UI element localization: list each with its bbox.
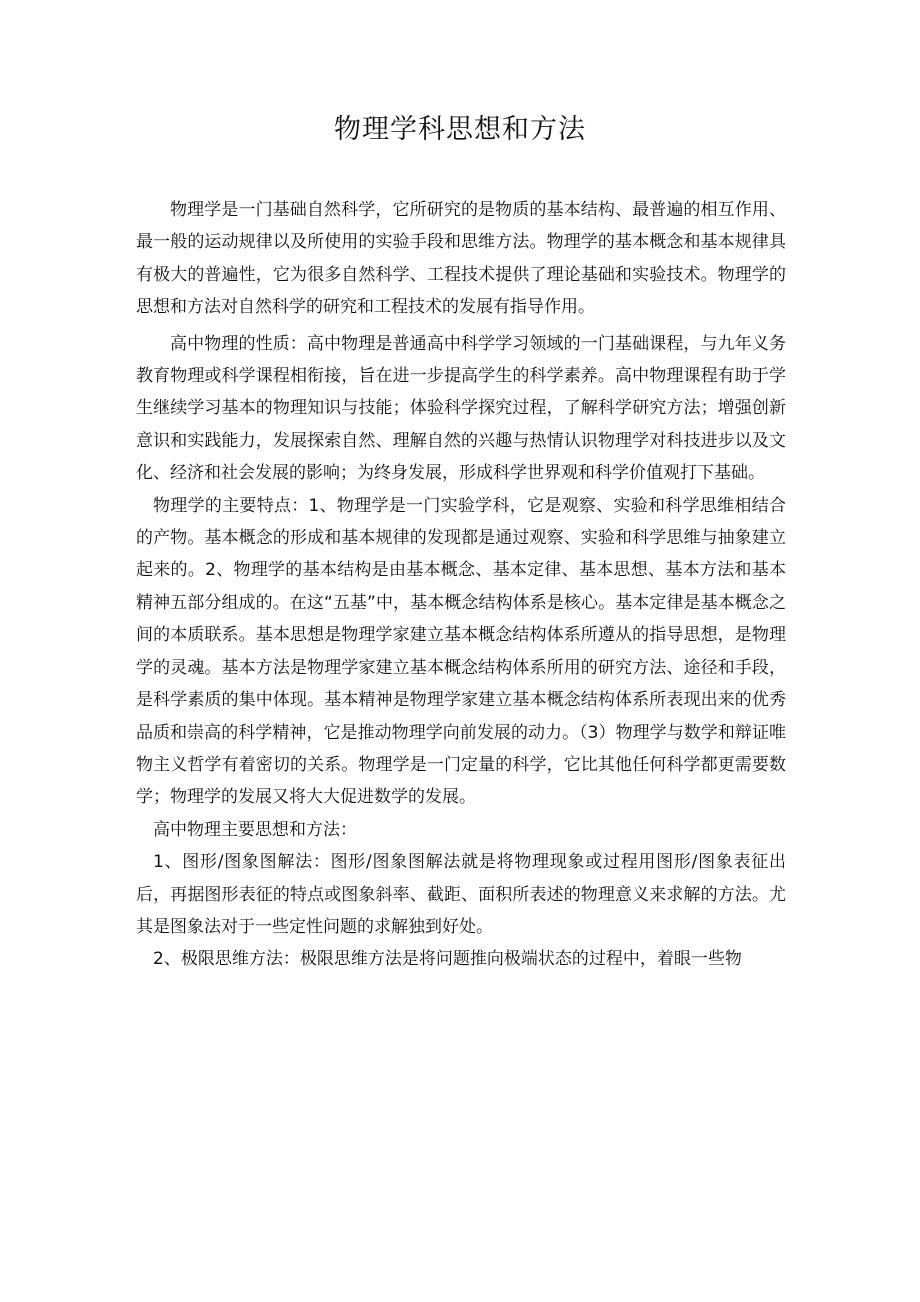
paragraph-nature: 高中物理的性质：高中物理是普通高中科学学习领域的一门基础课程，与九年义务教育物理或科学课程相衔接，旨在进一步提高学生的科学素养。高中物理课程有助于学生继续学习基本的物理知识与技能；体验科学探究过程，了解科学研究方法；增强创新意识和实践能力，发展探索自然、理解自然的兴趣与热情认识物理学对科技进步以及文化、经济和社会发展的影响；为终身发展，形成科学世界观和科学价值观打下基础。	[136, 333, 786, 484]
paragraph-methods-heading: 高中物理主要思想和方法：	[153, 819, 357, 840]
document-title: 物理学科思想和方法	[334, 114, 586, 145]
paragraph-method-2: 2、极限思维方法：极限思维方法是将问题推向极端状态的过程中，着眼一些物	[153, 949, 742, 970]
paragraph-method-1: 1、图形/图象图解法：图形/图象图解法就是将物理现象或过程用图形/图象表征出后，再据图形表征的特点或图象斜率、截距、面积所表述的物理意义来求解的方法。尤其是图象法对于一些定性问题的求解独到好处。	[136, 852, 786, 937]
document-body	[136, 194, 786, 976]
paragraph-intro: 物理学是一门基础自然科学，它所研究的是物质的基本结构、最普遍的相互作用、最一般的运动规律以及所使用的实验手段和思维方法。物理学的基本概念和基本规律具有极大的普遍性，它为很多自然科学、工程技术提供了理论基础和实验技术。物理学的思想和方法对自然科学的研究和工程技术的发展有指导作用。	[136, 200, 786, 318]
paragraph-features: 物理学的主要特点：1、物理学是一门实验学科，它是观察、实验和科学思维相结合的产物。基本概念的形成和基本规律的发现都是通过观察、实验和科学思维与抽象建立起来的。2、物理学的基本结构是由基本概念、基本定律、基本思想、基本方法和基本精神五部分组成的。在这“五基”中，基本概念结构体系是核心。基本定律是基本概念之间的本质联系。基本思想是物理学家建立基本概念结构体系所遵从的指导思想，是物理学的灵魂。基本方法是物理学家建立基本概念结构体系所用的研究方法、途径和手段，是科学素质的集中体现。基本精神是物理学家建立基本概念结构体系所表现出来的优秀品质和崇高的科学精神，它是推动物理学向前发展的动力。（3）物理学与数学和辩证唯物主义哲学有着密切的关系。物理学是一门定量的科学，它比其他任何科学都更需要数学；物理学的发展又将大大促进数学的发展。	[136, 495, 786, 808]
